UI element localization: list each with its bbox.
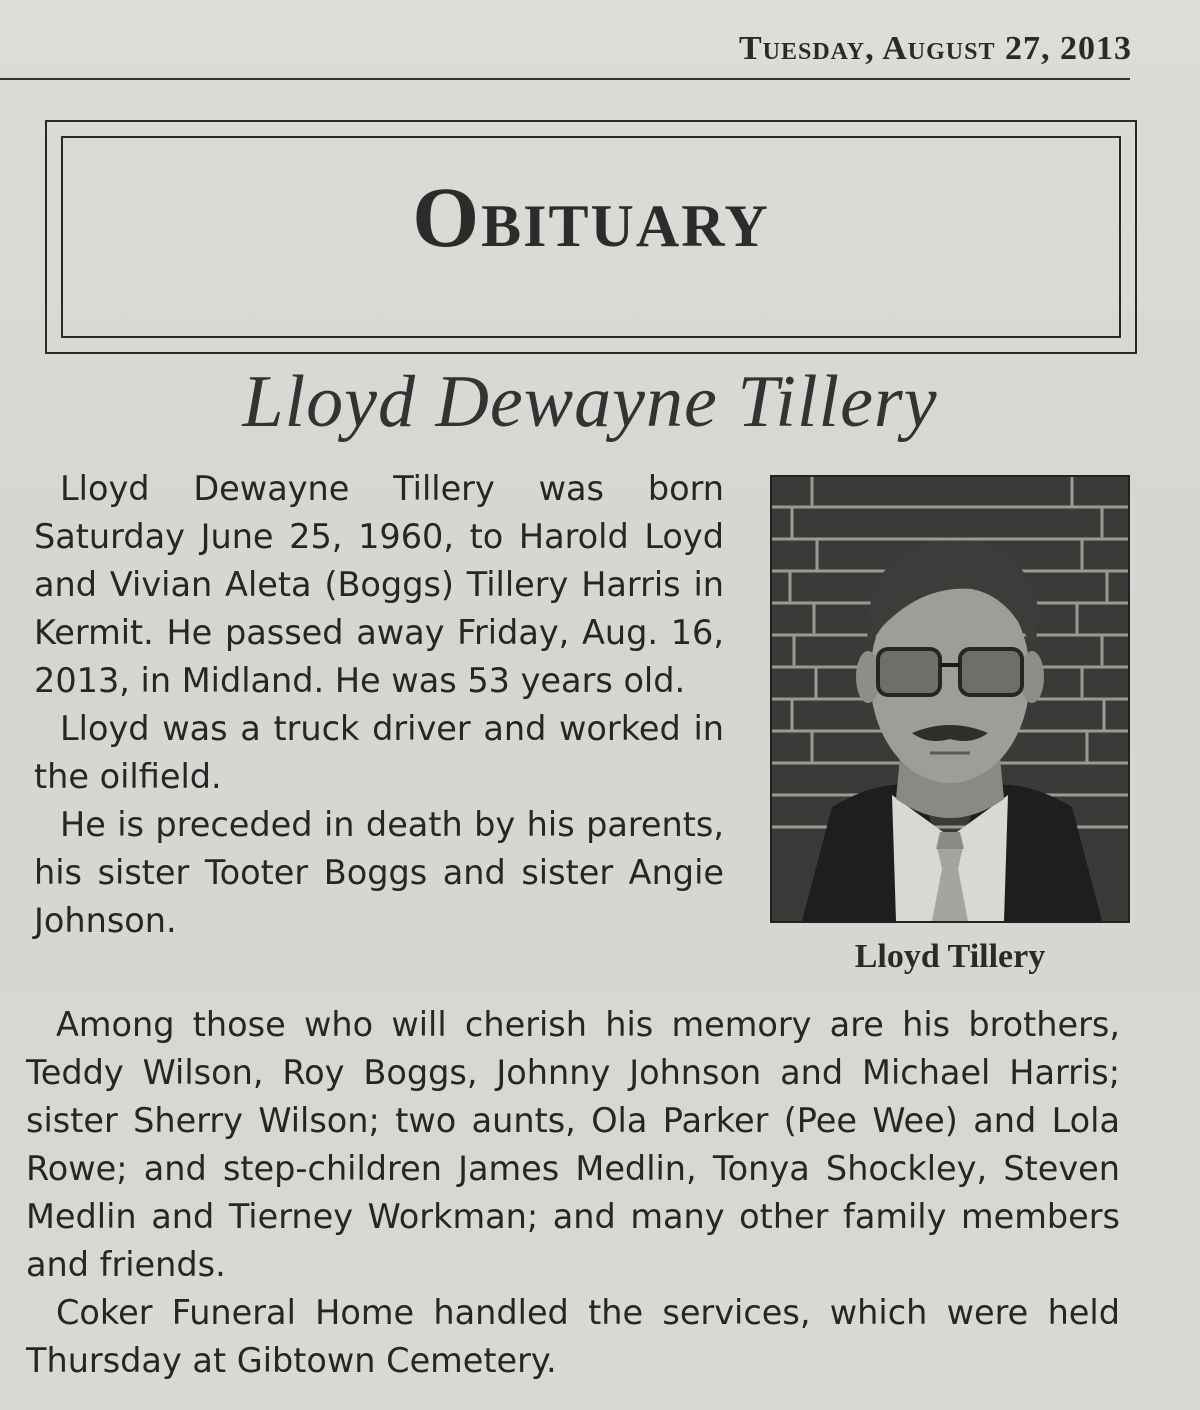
- dateline: Tuesday, August 27, 2013: [738, 30, 1132, 67]
- paragraph-services: Coker Funeral Home handled the services, which were held Thursday at Gibtown Cemetery.: [26, 1293, 1120, 1380]
- section-title: Obituary: [412, 169, 770, 265]
- photo-caption: Lloyd Tillery: [854, 938, 1046, 975]
- paragraph-survivors: Among those who will cherish his memory are his brothers, Teddy Wilson, Roy Boggs, Johnny Johnson and Michael Harris; sister Sherry Wilson; two aunts, Ola Parker (Pee Wee) and Lola Rowe; and step-children James Medlin, Tonya Shockley, Steven Medlin and Tierney Workman; and many other family members and friends.: [26, 1005, 1120, 1284]
- paragraph-preceded: He is preceded in death by his parents, his sister Tooter Boggs and sister Angie Johnson.: [34, 805, 724, 940]
- portrait-illustration: [772, 477, 1128, 921]
- portrait-photo: [770, 475, 1130, 923]
- section-banner: [45, 120, 1137, 354]
- obituary-name: Lloyd Dewayne Tillery: [242, 361, 938, 443]
- header-rule: [0, 78, 1130, 80]
- obituary-column-full: [26, 1001, 1120, 1385]
- obituary-column-left: [34, 465, 724, 945]
- paragraph-birth: Lloyd Dewayne Tillery was born Saturday June 25, 1960, to Harold Loyd and Vivian Aleta (Boggs) Tillery Harris in Kermit. He passed away Friday, Aug. 16, 2013, in Midland. He was 53 years old.: [34, 469, 724, 700]
- paragraph-occupation: Lloyd was a truck driver and worked in the oilfield.: [34, 709, 724, 796]
